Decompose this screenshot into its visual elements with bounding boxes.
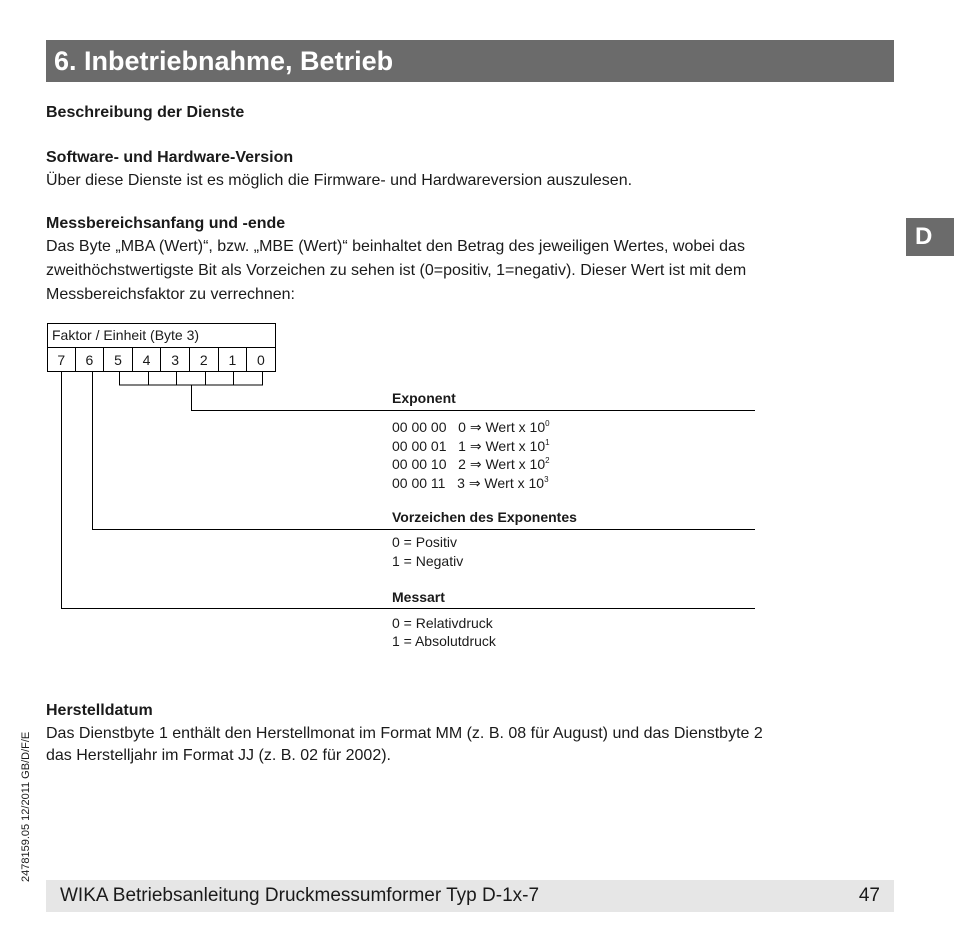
messart-row: 1 = Absolutdruck xyxy=(392,633,496,649)
exponent-value: 0 ⇒ Wert x 10 xyxy=(458,419,546,435)
exponent-power: 0 xyxy=(545,419,550,428)
section-heading-messbereich: Messbereichsanfang und -ende xyxy=(46,215,286,232)
bit-cell: 3 xyxy=(161,347,190,372)
page-footer xyxy=(46,880,894,912)
section-text-messbereich-2: zweithöchstwertigste Bit als Vorzeichen zu sehen ist (0=positiv, 1=negativ). Dieser Wert ist mit dem xyxy=(46,262,747,279)
section-heading-herstelldatum: Herstelldatum xyxy=(46,702,153,719)
footer-title: WIKA Betriebsanleitung Druckmessumformer Typ D-1x-7 xyxy=(60,885,540,906)
exponent-code: 00 00 00 xyxy=(392,419,447,435)
bit-cell: 0 xyxy=(247,347,276,372)
section-text-software: Über diese Dienste ist es möglich die Firmware- und Hardwareversion auszulesen. xyxy=(46,172,633,189)
exponent-power: 3 xyxy=(544,474,549,484)
exponent-value: 1 ⇒ Wert x 10 xyxy=(458,437,546,454)
bit-cell: 6 xyxy=(76,347,105,372)
bit-cell: 4 xyxy=(133,347,162,372)
exponent-row xyxy=(392,471,549,493)
section-text-messbereich-1: Das Byte „MBA (Wert)“, bzw. „MBE (Wert)“ beinhaltet den Betrag des jeweiligen Wertes, wobei das xyxy=(46,238,745,255)
bit-row xyxy=(47,347,276,372)
messart-row: 0 = Relativdruck xyxy=(392,615,493,631)
section-text-messbereich-3: Messbereichsfaktor zu verrechnen: xyxy=(46,286,295,303)
bit-cell: 2 xyxy=(190,347,219,372)
language-tab: D xyxy=(906,218,954,256)
exponent-label: Exponent xyxy=(392,390,456,406)
page-header xyxy=(46,40,894,82)
exponent-code: 00 00 10 xyxy=(392,456,447,472)
exponent-value: 2 ⇒ Wert x 10 xyxy=(458,456,546,472)
page-title: 6. Inbetriebnahme, Betrieb xyxy=(54,46,394,76)
messart-label: Messart xyxy=(392,589,445,605)
page-number: 47 xyxy=(858,885,880,906)
section-text-herstelldatum-1: Das Dienstbyte 1 enthält den Herstellmonat im Format MM (z. B. 08 für August) und das Dienstbyte 2 xyxy=(46,725,763,742)
exponent-power: 1 xyxy=(545,437,550,447)
exponent-value: 3 ⇒ Wert x 10 xyxy=(457,474,545,491)
exponent-code: 00 00 11 xyxy=(392,474,446,491)
section-heading-beschreibung: Beschreibung der Dienste xyxy=(46,104,245,121)
bit-cell: 1 xyxy=(219,347,248,372)
vorzeichen-row: 1 = Negativ xyxy=(392,553,464,569)
bit-cell: 7 xyxy=(47,347,76,372)
vorzeichen-label: Vorzeichen des Exponentes xyxy=(392,509,577,525)
bit-cell: 5 xyxy=(104,347,133,372)
exponent-code: 00 00 01 xyxy=(392,437,447,454)
byte-label: Faktor / Einheit (Byte 3) xyxy=(47,323,276,348)
document-number: 2478159.05 12/2011 GB/D/F/E xyxy=(20,731,32,882)
section-text-herstelldatum-2: das Herstelljahr im Format JJ (z. B. 02 für 2002). xyxy=(46,747,391,764)
section-heading-software: Software- und Hardware-Version xyxy=(46,149,294,166)
exponent-power: 2 xyxy=(545,456,550,465)
vorzeichen-row: 0 = Positiv xyxy=(392,534,457,550)
